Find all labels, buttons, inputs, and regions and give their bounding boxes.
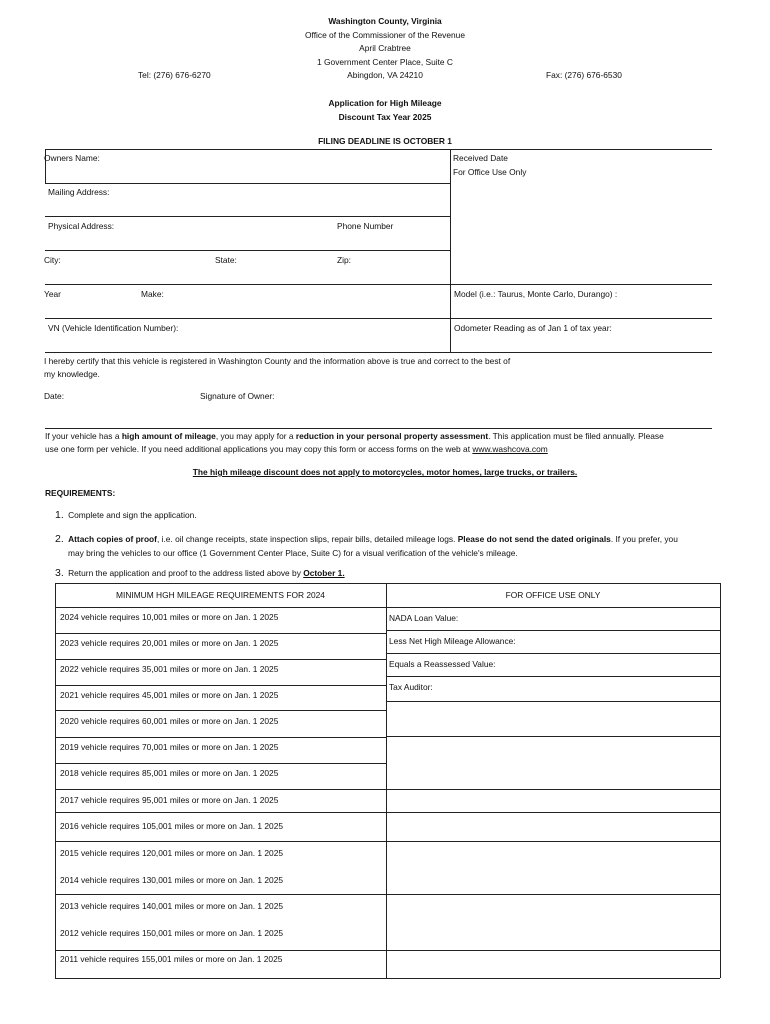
title-line-1: Application for High Mileage <box>328 98 442 108</box>
date-field[interactable]: Date: <box>44 391 65 401</box>
certification-line-2: my knowledge. <box>44 369 100 379</box>
table-row: 2022 vehicle requires 35,001 miles or more on Jan. 1 2025 <box>60 664 279 674</box>
high-mileage-emphasis: high amount of mileage <box>121 431 216 441</box>
table-row: 2015 vehicle requires 120,001 miles or more on Jan. 1 2025 <box>60 848 284 858</box>
letterhead <box>0 15 770 83</box>
certification-line-1: I hereby certify that this vehicle is registered in Washington County and the information above is true and correct to the best of <box>44 356 511 366</box>
year-field[interactable]: Year <box>44 289 61 299</box>
phone-number-field[interactable]: Phone Number <box>337 221 394 231</box>
table-row: 2011 vehicle requires 155,001 miles or more on Jan. 1 2025 <box>60 954 283 964</box>
website-link[interactable]: www.washcova.com <box>472 443 548 454</box>
table-row: 2018 vehicle requires 85,001 miles or more on Jan. 1 2025 <box>60 768 279 778</box>
filing-deadline: FILING DEADLINE IS OCTOBER 1 <box>318 136 452 146</box>
requirement-2-line-2: may bring the vehicles to our office (1 Government Center Place, Suite C) for a visual verification of the vehicle's mileage. <box>68 548 518 558</box>
table-row: 2014 vehicle requires 130,001 miles or more on Jan. 1 2025 <box>60 875 284 885</box>
office-name: Office of the Commissioner of the Revenue <box>305 29 465 40</box>
commissioner-name: April Crabtree <box>359 43 411 53</box>
table-row: 2013 vehicle requires 140,001 miles or more on Jan. 1 2025 <box>60 901 284 911</box>
office-field-nada[interactable]: NADA Loan Value: <box>389 613 459 623</box>
city-address: Abingdon, VA 24210 <box>347 70 423 80</box>
info-paragraph: If your vehicle has a high amount of mileage, you may apply for a reduction in your personal property assessment. This application must be filed annually. Please use one form per vehicle. If you need additional applications you may copy this form or access forms on the web at www.washcova.com <box>45 431 664 454</box>
requirement-3: 3. Return the application and proof to the address listed above by October 1. <box>55 567 345 579</box>
requirements-heading: REQUIREMENTS: <box>45 488 116 498</box>
table-header-left: MINIMUM HGH MILEAGE REQUIREMENTS FOR 2024 <box>116 590 325 600</box>
county-name: Washington County, Virginia <box>328 16 442 26</box>
requirement-1: 1. Complete and sign the application. <box>55 509 197 521</box>
table-row: 2017 vehicle requires 95,001 miles or more on Jan. 1 2025 <box>60 795 279 805</box>
requirement-2: 2. Attach copies of proof, i.e. oil change receipts, state inspection slips, repair bills, detailed mileage logs. Please do not send the dated originals. If you prefer, you <box>55 533 678 545</box>
assessment-emphasis: reduction in your personal property assessment <box>295 431 489 441</box>
zip-field[interactable]: Zip: <box>337 255 351 265</box>
make-field[interactable]: Make: <box>141 289 164 299</box>
model-field[interactable]: Model (i.e.: Taurus, Monte Carlo, Durango) : <box>454 289 618 299</box>
table-row: 2012 vehicle requires 150,001 miles or more on Jan. 1 2025 <box>60 928 284 938</box>
mailing-address-field[interactable]: Mailing Address: <box>48 187 110 197</box>
telephone: Tel: (276) 676-6270 <box>138 70 211 80</box>
form-top-rule <box>45 149 712 150</box>
form-title <box>0 97 770 124</box>
odometer-field[interactable]: Odometer Reading as of Jan 1 of tax year: <box>454 323 612 333</box>
physical-address-field[interactable]: Physical Address: <box>48 221 115 231</box>
signature-field[interactable]: Signature of Owner: <box>200 391 275 401</box>
table-row: 2016 vehicle requires 105,001 miles or more on Jan. 1 2025 <box>60 821 284 831</box>
title-line-2: Discount Tax Year 2025 <box>338 111 432 122</box>
office-use-label: For Office Use Only <box>453 167 527 177</box>
office-field-reassessed[interactable]: Equals a Reassessed Value: <box>389 659 496 669</box>
office-field-tax-auditor[interactable]: Tax Auditor: <box>389 682 433 692</box>
vin-field[interactable]: VN (Vehicle Identification Number): <box>48 323 179 333</box>
table-row: 2021 vehicle requires 45,001 miles or more on Jan. 1 2025 <box>60 690 279 700</box>
received-date-label: Received Date <box>453 153 508 163</box>
table-row: 2019 vehicle requires 70,001 miles or more on Jan. 1 2025 <box>60 742 279 752</box>
city-field[interactable]: City: <box>44 255 61 265</box>
table-row: 2023 vehicle requires 20,001 miles or more on Jan. 1 2025 <box>60 638 279 648</box>
table-row: 2024 vehicle requires 10,001 miles or more on Jan. 1 2025 <box>60 612 279 622</box>
state-field[interactable]: State: <box>215 255 237 265</box>
fax: Fax: (276) 676-6530 <box>546 70 622 80</box>
street-address: 1 Government Center Place, Suite C <box>317 56 453 67</box>
office-field-allowance[interactable]: Less Net High Mileage Allowance: <box>389 636 516 646</box>
table-row: 2020 vehicle requires 60,001 miles or more on Jan. 1 2025 <box>60 716 279 726</box>
exclusion-notice: The high mileage discount does not apply to motorcycles, motor homes, large trucks, or trailers. <box>192 467 578 477</box>
table-header-right: FOR OFFICE USE ONLY <box>505 590 601 600</box>
owners-name-field[interactable]: Owners Name: <box>44 153 100 163</box>
